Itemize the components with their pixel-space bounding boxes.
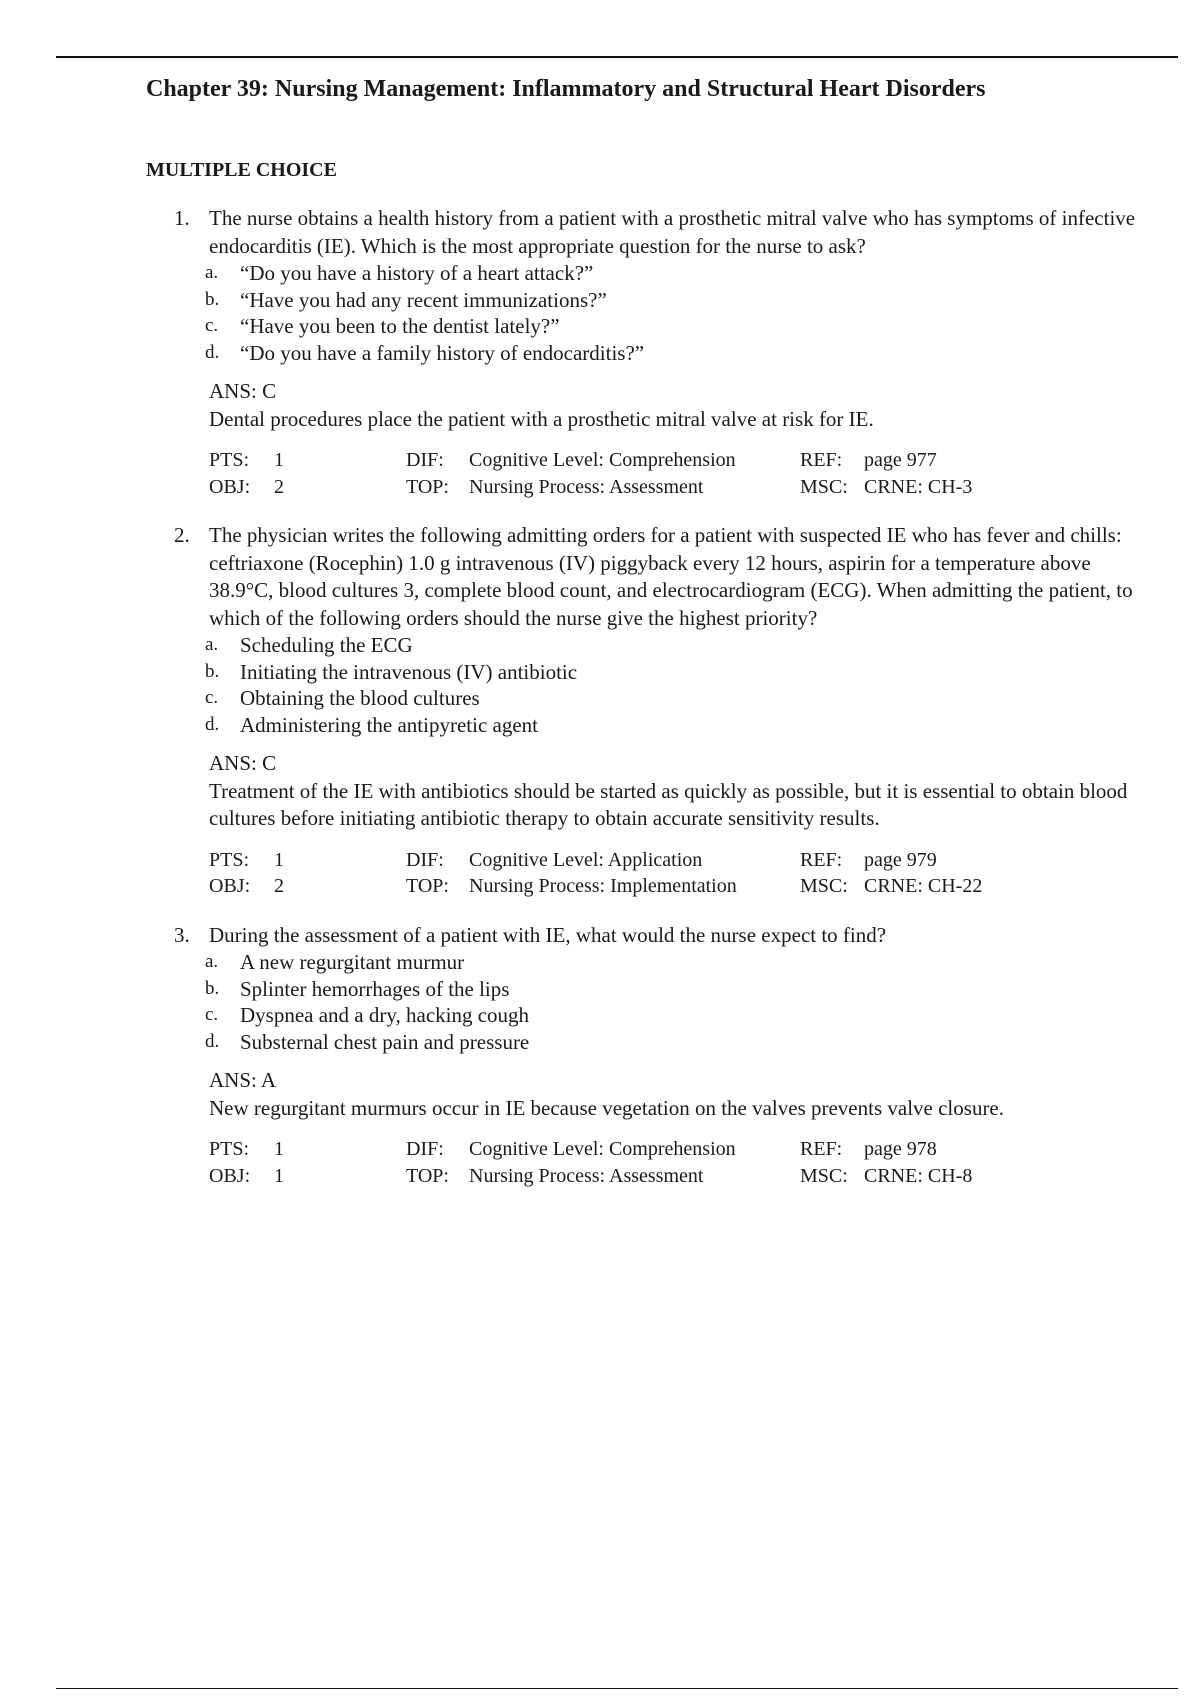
option-d [205, 1029, 1136, 1056]
option-letter: c. [205, 1004, 219, 1025]
question-stem: During the assessment of a patient with IE, what would the nurse expect to find? [209, 922, 887, 947]
option-letter: a. [205, 634, 219, 655]
option-b [205, 659, 1136, 686]
rationale: Dental procedures place the patient with a prosthetic mitral valve at risk for IE. [209, 406, 874, 431]
top-rule [56, 56, 1178, 58]
option-b [205, 976, 1136, 1003]
meta-ref: page 979 [864, 848, 937, 871]
option-list [205, 949, 1136, 1055]
option-c [205, 313, 1136, 340]
option-text: Administering the antipyretic agent [240, 712, 538, 737]
question-3 [146, 922, 1136, 1190]
option-b [205, 287, 1136, 314]
option-text: A new regurgitant murmur [240, 950, 465, 974]
bottom-rule [56, 1688, 1178, 1689]
option-letter: b. [205, 660, 220, 682]
question-metadata [209, 447, 1136, 500]
meta-label: OBJ: [209, 875, 251, 897]
option-d [205, 340, 1136, 367]
chapter-title: Chapter 39: Nursing Management: Inflammatory and Structural Heart Disorders [146, 76, 986, 102]
option-text: Splinter hemorrhages of the lips [240, 976, 510, 1001]
option-text: “Do you have a history of a heart attack?” [240, 261, 594, 285]
option-letter: b. [205, 288, 220, 310]
question-stem: The nurse obtains a health history from a patient with a prosthetic mitral valve who has symptoms of infective endocarditis (IE). Which is the most appropriate question for the nurse to ask? [209, 206, 1136, 258]
meta-pts: 1 [274, 848, 284, 871]
option-text: Initiating the intravenous (IV) antibiotic [240, 659, 578, 684]
question-1 [146, 205, 1136, 500]
meta-pts: 1 [274, 1138, 284, 1160]
meta-dif: Cognitive Level: Comprehension [469, 449, 736, 471]
rationale: Treatment of the IE with antibiotics should be started as quickly as possible, but it is essential to obtain blood cultures before initiating antibiotic therapy to obtain accurate sensitivity results. [209, 778, 1128, 830]
option-a [205, 632, 1136, 659]
option-text: “Have you been to the dentist lately?” [240, 314, 560, 338]
meta-label: MSC: [800, 875, 848, 897]
meta-obj: 2 [274, 475, 284, 498]
question-2 [146, 522, 1136, 900]
meta-obj: 1 [274, 1164, 284, 1187]
answer-key: ANS: C [209, 751, 277, 775]
option-text: “Have you had any recent immunizations?” [240, 287, 607, 312]
answer-key: ANS: A [209, 1068, 277, 1092]
option-letter: c. [205, 687, 219, 708]
meta-msc: CRNE: CH-22 [864, 875, 983, 897]
meta-label: MSC: [800, 475, 848, 498]
meta-label: REF: [800, 449, 843, 471]
option-text: Obtaining the blood cultures [240, 686, 480, 710]
question-metadata [209, 847, 1136, 900]
section-heading: MULTIPLE CHOICE [146, 159, 337, 181]
meta-top: Nursing Process: Assessment [469, 475, 704, 498]
option-letter: a. [205, 262, 219, 283]
option-text: “Do you have a family history of endocarditis?” [240, 340, 645, 365]
option-text: Dyspnea and a dry, hacking cough [240, 1003, 530, 1027]
meta-label: DIF: [406, 848, 444, 871]
option-d [205, 712, 1136, 739]
option-list [205, 632, 1136, 738]
meta-ref: page 977 [864, 449, 937, 471]
meta-label: TOP: [406, 1164, 449, 1187]
meta-top: Nursing Process: Assessment [469, 1164, 704, 1187]
question-metadata [209, 1136, 1136, 1189]
document-body [146, 72, 1136, 1189]
meta-label: OBJ: [209, 475, 251, 498]
meta-label: PTS: [209, 1138, 250, 1160]
option-c [205, 685, 1136, 712]
meta-pts: 1 [274, 449, 284, 471]
meta-label: TOP: [406, 875, 449, 897]
meta-label: OBJ: [209, 1164, 251, 1187]
meta-label: REF: [800, 848, 843, 871]
option-letter: d. [205, 1030, 220, 1052]
meta-label: REF: [800, 1138, 843, 1160]
answer-key: ANS: C [209, 379, 277, 403]
meta-msc: CRNE: CH-3 [864, 475, 973, 498]
meta-label: TOP: [406, 475, 449, 498]
meta-msc: CRNE: CH-8 [864, 1164, 973, 1187]
meta-label: PTS: [209, 848, 250, 871]
option-text: Scheduling the ECG [240, 633, 413, 657]
rationale: New regurgitant murmurs occur in IE because vegetation on the valves prevents valve closure. [209, 1095, 1005, 1120]
question-number: 3. [174, 922, 190, 947]
option-letter: d. [205, 713, 220, 735]
meta-label: PTS: [209, 449, 250, 471]
meta-label: DIF: [406, 1138, 444, 1160]
question-number: 1. [174, 206, 190, 230]
option-letter: b. [205, 977, 220, 999]
option-letter: a. [205, 951, 219, 972]
meta-label: MSC: [800, 1164, 848, 1187]
option-letter: c. [205, 315, 219, 336]
option-c [205, 1002, 1136, 1029]
meta-label: DIF: [406, 449, 444, 471]
meta-top: Nursing Process: Implementation [469, 875, 737, 897]
option-text: Substernal chest pain and pressure [240, 1029, 530, 1054]
meta-ref: page 978 [864, 1138, 937, 1160]
option-a [205, 949, 1136, 976]
option-a [205, 260, 1136, 287]
option-list [205, 260, 1136, 366]
meta-dif: Cognitive Level: Application [469, 848, 703, 871]
meta-obj: 2 [274, 875, 284, 897]
option-letter: d. [205, 341, 220, 363]
question-number: 2. [174, 523, 190, 547]
meta-dif: Cognitive Level: Comprehension [469, 1138, 736, 1160]
question-stem: The physician writes the following admitting orders for a patient with suspected IE who has fever and chills: ceftriaxone (Rocephin) 1.0 g intravenous (IV) piggyback every 12 hours, aspirin for a temperature above 38.9°C, blood cultures 3, complete blood count, and electrocardiogram (ECG). When admitting the patient, to which of the following orders should the nurse give the highest priority? [209, 523, 1133, 630]
